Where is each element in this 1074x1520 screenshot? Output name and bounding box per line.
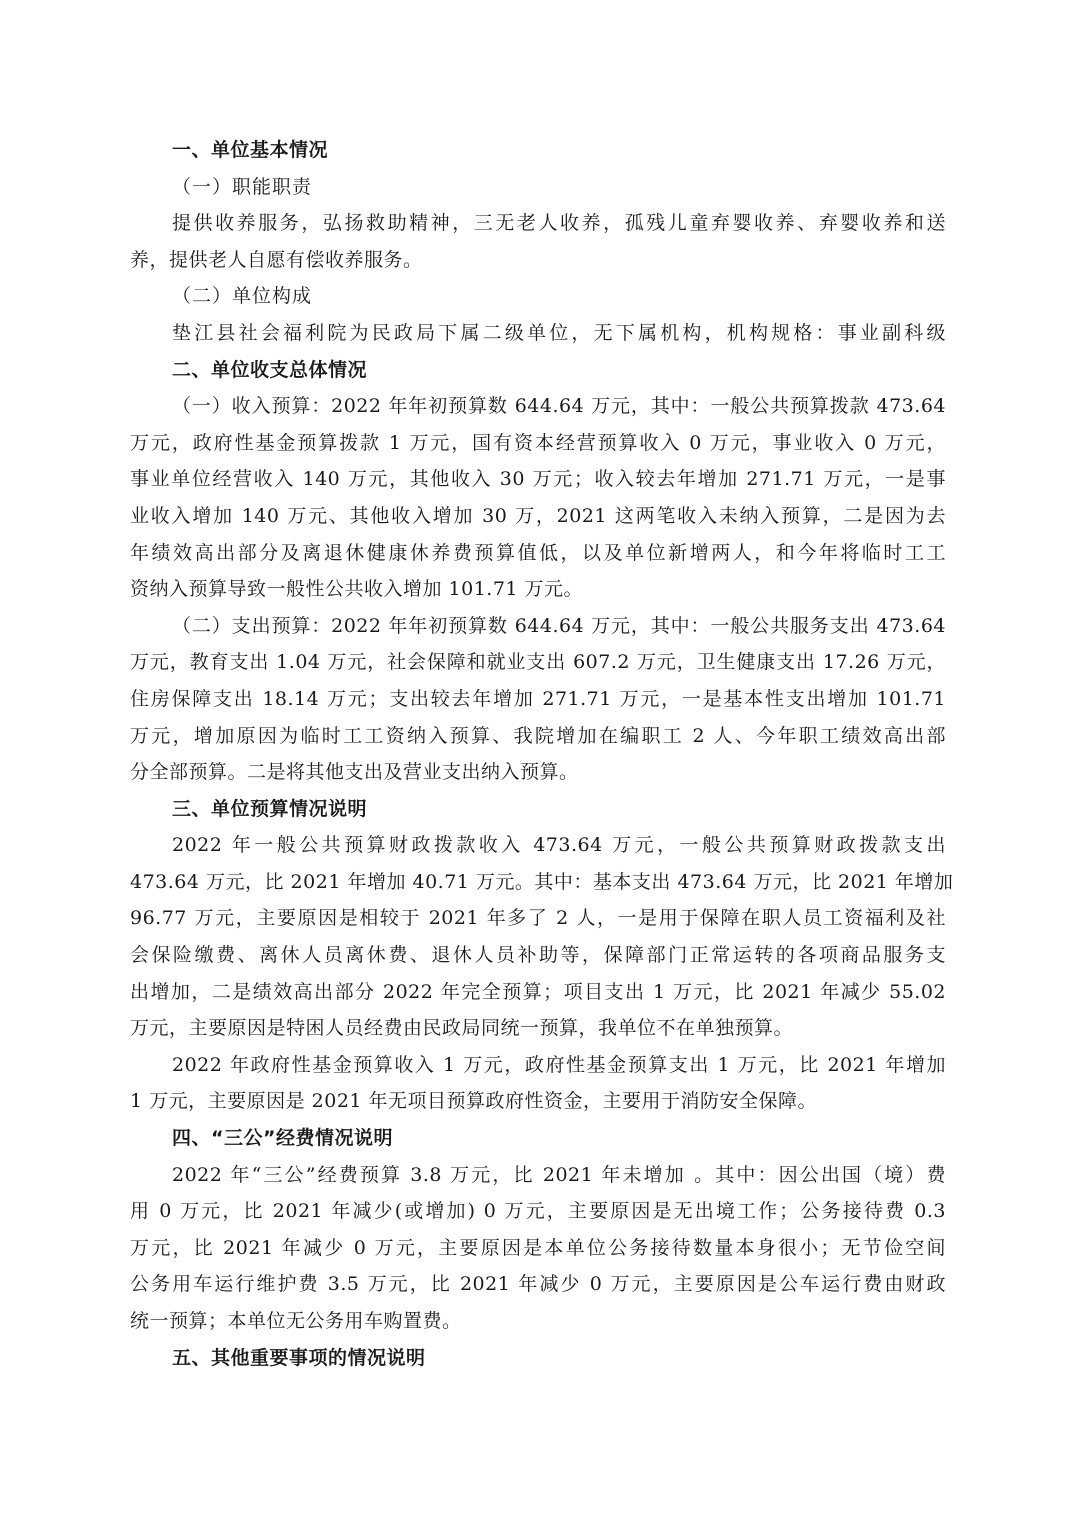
paragraph-line: 业收入增加 140 万元、其他收入增加 30 万，2021 这两笔收入未纳入预算，二是因为去 [130, 504, 946, 527]
subsection-composition: （二）单位构成 [172, 285, 313, 308]
paragraph-line: 会保险缴费、离休人员离休费、退休人员补助等，保障部门正常运转的各项商品服务支 [130, 944, 946, 967]
paragraph-line: 万元，比 2021 年减少 0 万元，主要原因是本单位公务接待数量本身很小；无节俭空间 [130, 1236, 946, 1259]
section-5-heading: 五、其他重要事项的情况说明 [172, 1346, 426, 1369]
paragraph-line: 用 0 万元，比 2021 年减少(或增加) 0 万元，主要原因是无出境工作；公务接待费 0.3 [130, 1200, 946, 1223]
paragraph-line: 公务用车运行维护费 3.5 万元，比 2021 年减少 0 万元，主要原因是公车运行费由财政 [130, 1273, 946, 1296]
paragraph-line: 2022 年“三公”经费预算 3.8 万元，比 2021 年未增加 。其中：因公出国（境）费 [172, 1163, 946, 1186]
paragraph-line: 养，提供老人自愿有偿收养服务。 [130, 248, 423, 271]
paragraph-line: 万元，增加原因为临时工工资纳入预算、我院增加在编职工 2 人、今年职工绩效高出部 [130, 724, 946, 747]
paragraph-line: 年绩效高出部分及离退休健康休养费预算值低，以及单位新增两人，和今年将临时工工 [130, 541, 946, 564]
section-3-heading: 三、单位预算情况说明 [172, 797, 368, 820]
paragraph-line: 分全部预算。二是将其他支出及营业支出纳入预算。 [130, 761, 579, 784]
subsection-functions: （一）职能职责 [172, 175, 313, 198]
paragraph-line: 资纳入预算导致一般性公共收入增加 101.71 万元。 [130, 578, 584, 601]
paragraph-line: 万元，教育支出 1.04 万元，社会保障和就业支出 607.2 万元，卫生健康支出 17.26 万元， [130, 651, 946, 674]
paragraph-line: 2022 年政府性基金预算收入 1 万元，政府性基金预算支出 1 万元，比 2021 年增加 [172, 1053, 946, 1076]
paragraph-line: （一）收入预算：2022 年年初预算数 644.64 万元，其中：一般公共预算拨款 473.64 [172, 395, 946, 418]
paragraph-line: （二）支出预算：2022 年年初预算数 644.64 万元，其中：一般公共服务支出 473.64 [172, 614, 946, 637]
paragraph-line: 统一预算；本单位无公务用车购置费。 [130, 1310, 462, 1332]
paragraph-line: 事业单位经营收入 140 万元，其他收入 30 万元；收入较去年增加 271.71 万元，一是事 [130, 468, 946, 491]
paragraph-line: 万元，主要原因是特困人员经费由民政局同统一预算，我单位不在单独预算。 [130, 1017, 794, 1040]
paragraph-line: 1 万元，主要原因是 2021 年无项目预算政府性资金，主要用于消防安全保障。 [130, 1090, 818, 1113]
section-2-heading: 二、单位收支总体情况 [172, 358, 368, 381]
paragraph-line: 2022 年一般公共预算财政拨款收入 473.64 万元，一般公共预算财政拨款支出 [172, 834, 946, 857]
paragraph-line: 万元，政府性基金预算拨款 1 万元，国有资本经营预算收入 0 万元，事业收入 0 万元， [130, 431, 946, 454]
paragraph-line: 垫江县社会福利院为民政局下属二级单位，无下属机构，机构规格：事业副科级 [172, 321, 946, 344]
paragraph-line: 住房保障支出 18.14 万元；支出较去年增加 271.71 万元，一是基本性支出增加 101.71 [130, 687, 946, 710]
paragraph-line: 提供收养服务，弘扬救助精神，三无老人收养，孤残儿童弃婴收养、弃婴收养和送 [172, 212, 946, 235]
document-page [130, 132, 954, 1376]
section-4-heading: 四、“三公”经费情况说明 [172, 1127, 393, 1150]
paragraph-line: 96.77 万元，主要原因是相较于 2021 年多了 2 人，一是用于保障在职人员工资福利及社 [130, 907, 946, 930]
paragraph-line: 473.64 万元，比 2021 年增加 40.71 万元。其中：基本支出 473.64 万元，比 2021 年增加 [130, 870, 954, 893]
section-1-heading: 一、单位基本情况 [172, 139, 329, 161]
paragraph-line: 出增加，二是绩效高出部分 2022 年完全预算；项目支出 1 万元，比 2021 年减少 55.02 [130, 980, 946, 1003]
